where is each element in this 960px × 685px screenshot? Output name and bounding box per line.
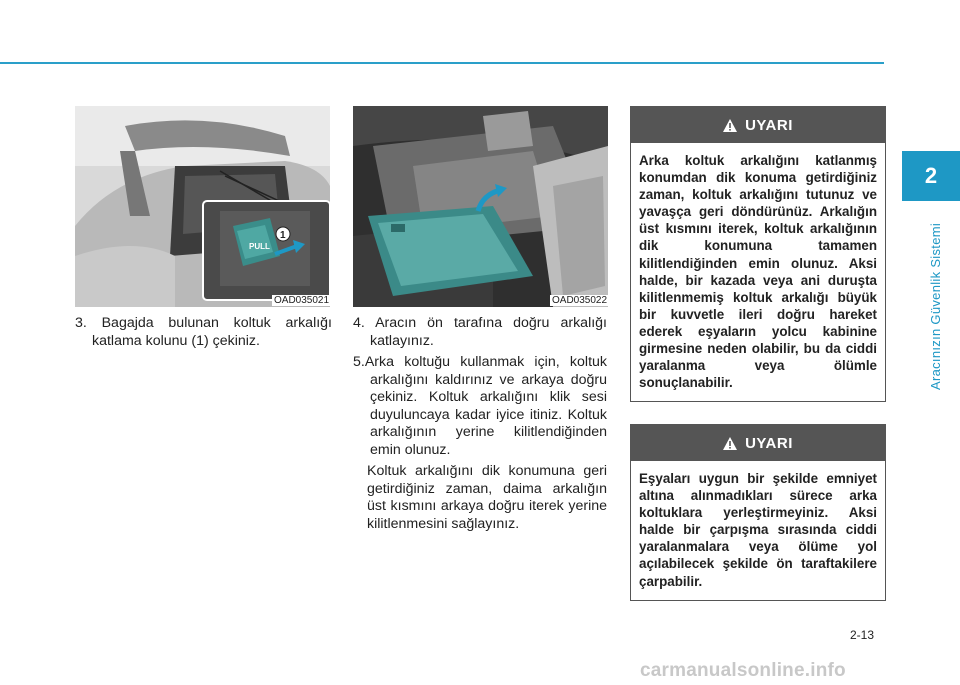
warning-box-1 — [630, 106, 886, 402]
warning-header-2 — [631, 425, 885, 461]
warning-title-2: UYARI — [745, 434, 793, 452]
chapter-number: 2 — [924, 163, 938, 188]
svg-text:1: 1 — [280, 230, 286, 241]
page-number: 2-13 — [850, 628, 875, 642]
chapter-tab — [902, 151, 960, 201]
warning-triangle-icon — [723, 437, 737, 450]
step-3: 3. Bagajda bulunan koltuk arkalığı katlama kolunu (1) çekiniz. — [75, 315, 332, 349]
middle-column — [353, 315, 607, 537]
warning-text-1: Arka koltuk arkalığını katlanmış konumdan dik konuma getirdiğiniz zaman, koltuk arkalığını tutunuz ve yavaşça geri döndürünüz. Arkalığın üst kısmını iterek, koltuk arkalığının dik konumuna tamamen kilitlendiğinden emin olunuz. Aksi halde, bir kazada veya ani duruşta kilitlenmemiş koltuk arkalığı büyük bir kuvvetle ileri doğru hareket ederek eşyaların yolcu kabinine girmesine neden olabilir, bu da ciddi yaralanma veya ölümle sonuçlanabilir. — [639, 153, 877, 391]
svg-text:PULL: PULL — [249, 242, 270, 251]
warning-header-1 — [631, 107, 885, 143]
trunk-lever-illustration — [75, 106, 330, 307]
chapter-title-vertical — [908, 210, 948, 400]
warning-title-1: UYARI — [745, 116, 793, 134]
warning-text-2: Eşyaları uygun bir şekilde emniyet altına alınmadıkları sürece arka koltuklara yerleştirmeyiniz. Aksi halde bir çarpışma sırasında ciddi yaralanmalara veya ölüme yol açılabilecek şekilde ön taraftakilere çarpabilir. — [639, 471, 877, 589]
watermark: carmanualsonline.info — [640, 660, 846, 681]
image-code-1: OAD035021 — [274, 295, 330, 306]
warning-box-2 — [630, 424, 886, 601]
image-code-2: OAD035022 — [552, 295, 608, 306]
step-5: 5.Arka koltuğu kullanmak için, koltuk arkalığını kaldırınız ve arkaya doğru çekiniz. Koltuk arkalığını klik sesi duyuluncaya kadar iyice itiniz. Koltuk arkalığının yerine kilitlendiğinden emin olunuz. — [353, 354, 607, 458]
chapter-title: Aracınızın Güvenlik Sistemi — [928, 222, 943, 390]
step-4: 4. Aracın ön tarafına doğru arkalığı katlayınız. — [353, 315, 607, 349]
seat-fold-illustration — [353, 106, 608, 307]
warning-triangle-icon — [723, 119, 737, 132]
step-5-note: Koltuk arkalığını dik konumuna geri getirdiğiniz zaman, daima arkalığın üst kısmını arkaya doğru iterek yerine kilitlenmesini sağlayınız. — [367, 463, 607, 532]
left-column — [75, 315, 332, 354]
header-rule — [0, 62, 884, 64]
